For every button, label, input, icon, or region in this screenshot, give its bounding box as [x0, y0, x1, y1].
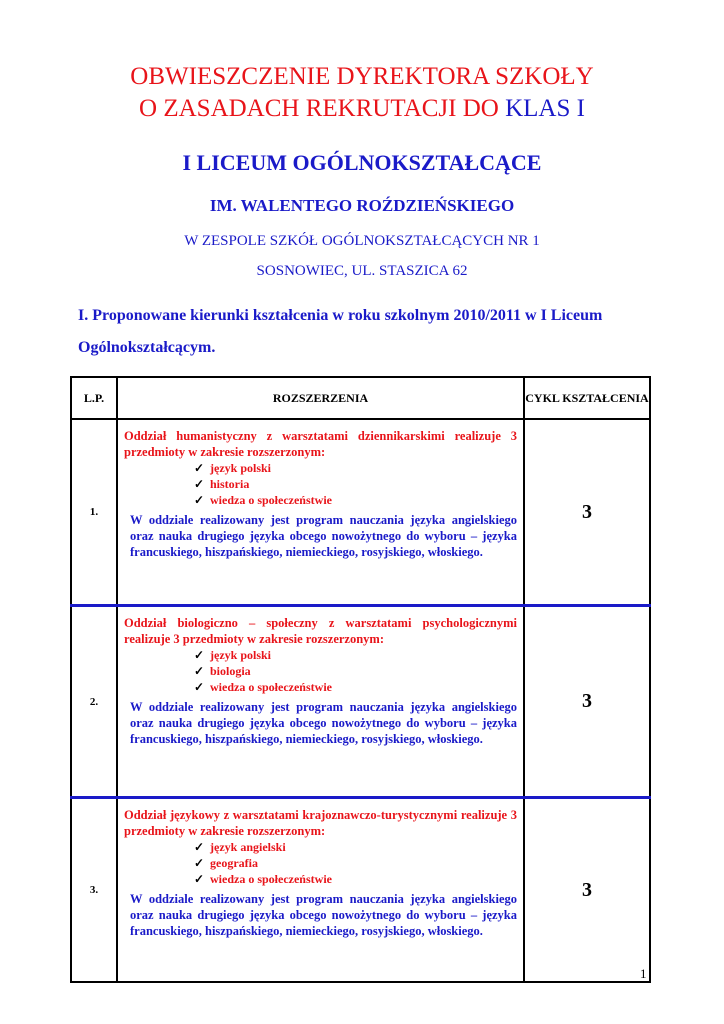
- subject-item: [194, 855, 517, 871]
- check-icon: ✓: [194, 680, 205, 694]
- row-cykl: 3: [524, 419, 650, 606]
- check-icon: ✓: [194, 872, 205, 886]
- subject-list: [194, 647, 517, 695]
- subject-label: wiedza o społeczeństwie: [210, 872, 332, 886]
- row-description-cell: [117, 606, 524, 798]
- subject-list: [194, 839, 517, 887]
- subject-label: biologia: [210, 664, 251, 678]
- row-lp: 3.: [71, 798, 117, 983]
- school-patron: IM. WALENTEGO ROŹDZIEŃSKIEGO: [209, 196, 515, 215]
- title-line-2-red-text: O ZASADACH REKRUTACJI DO: [139, 95, 506, 122]
- check-icon: ✓: [194, 856, 205, 870]
- row-lp: 1.: [71, 419, 117, 606]
- row-cykl: 3: [524, 606, 650, 798]
- table-row: [71, 419, 650, 606]
- recruitment-table: [70, 376, 651, 983]
- row-languages: W oddziale realizowany jest program nauczania języka angielskiego oraz nauka drugiego języka obcego nowożytnego do wyboru – języka francuskiego, hiszpańskiego, niemieckiego, rosyjskiego, włoskiego.: [130, 892, 517, 938]
- row-description: Oddział biologiczno – społeczny z warsztatami psychologicznymi realizuje 3 przedmioty w zakresie rozszerzonym:: [124, 616, 517, 646]
- subject-label: wiedza o społeczeństwie: [210, 493, 332, 507]
- subject-item: [194, 663, 517, 679]
- subject-label: język polski: [210, 461, 272, 475]
- table-row: [71, 606, 650, 798]
- header-lp: L.P.: [71, 377, 117, 419]
- subject-label: język polski: [210, 648, 272, 662]
- row-cykl: 3: [524, 798, 650, 983]
- section-heading: I. Proponowane kierunki kształcenia w roku szkolnym 2010/2011 w I Liceum Ogólnokształcącym.: [78, 307, 603, 356]
- subject-item: [194, 839, 517, 855]
- page-number: 1: [640, 966, 647, 981]
- subject-label: historia: [210, 477, 250, 491]
- school-complex: W ZESPOLE SZKÓŁ OGÓLNOKSZTAŁCĄCYCH NR 1: [184, 233, 540, 249]
- row-description-cell: [117, 798, 524, 983]
- subject-item: [194, 679, 517, 695]
- check-icon: ✓: [194, 477, 205, 491]
- school-address: SOSNOWIEC, UL. STASZICA 62: [256, 263, 468, 279]
- table-header-row: [71, 377, 650, 419]
- header-cykl: CYKL KSZTAŁCENIA: [524, 377, 650, 419]
- title-line-2-blue-text: KLAS I: [505, 95, 585, 122]
- subject-label: geografia: [210, 856, 258, 870]
- check-icon: ✓: [194, 840, 205, 854]
- subject-label: wiedza o społeczeństwie: [210, 680, 332, 694]
- school-name: I LICEUM OGÓLNOKSZTAŁCĄCE: [182, 150, 542, 175]
- header-rozszerzenia: ROZSZERZENIA: [117, 377, 524, 419]
- subject-item: [194, 476, 517, 492]
- document-title-line-1: [0, 62, 724, 92]
- title-line-1-text: OBWIESZCZENIE DYREKTORA SZKOŁY: [130, 63, 594, 90]
- row-languages: W oddziale realizowany jest program nauczania języka angielskiego oraz nauka drugiego języka obcego nowożytnego do wyboru – języka francuskiego, hiszpańskiego, niemieckiego, rosyjskiego, włoskiego.: [130, 700, 517, 746]
- subject-item: [194, 460, 517, 476]
- check-icon: ✓: [194, 461, 205, 475]
- row-lp: 2.: [71, 606, 117, 798]
- row-description-cell: [117, 419, 524, 606]
- row-description: Oddział językowy z warsztatami krajoznawczo-turystycznymi realizuje 3 przedmioty w zakresie rozszerzonym:: [124, 808, 517, 838]
- check-icon: ✓: [194, 493, 205, 507]
- subject-item: [194, 647, 517, 663]
- subject-item: [194, 492, 517, 508]
- subject-item: [194, 871, 517, 887]
- row-description: Oddział humanistyczny z warsztatami dziennikarskimi realizuje 3 przedmioty w zakresie rozszerzonym:: [124, 429, 517, 459]
- row-languages: W oddziale realizowany jest program nauczania języka angielskiego oraz nauka drugiego języka obcego nowożytnego do wyboru – języka francuskiego, hiszpańskiego, niemieckiego, rosyjskiego, włoskiego.: [130, 513, 517, 559]
- subject-list: [194, 460, 517, 508]
- document-title-line-2: [0, 94, 724, 124]
- check-icon: ✓: [194, 648, 205, 662]
- table-row: [71, 798, 650, 983]
- check-icon: ✓: [194, 664, 205, 678]
- subject-label: język angielski: [210, 840, 286, 854]
